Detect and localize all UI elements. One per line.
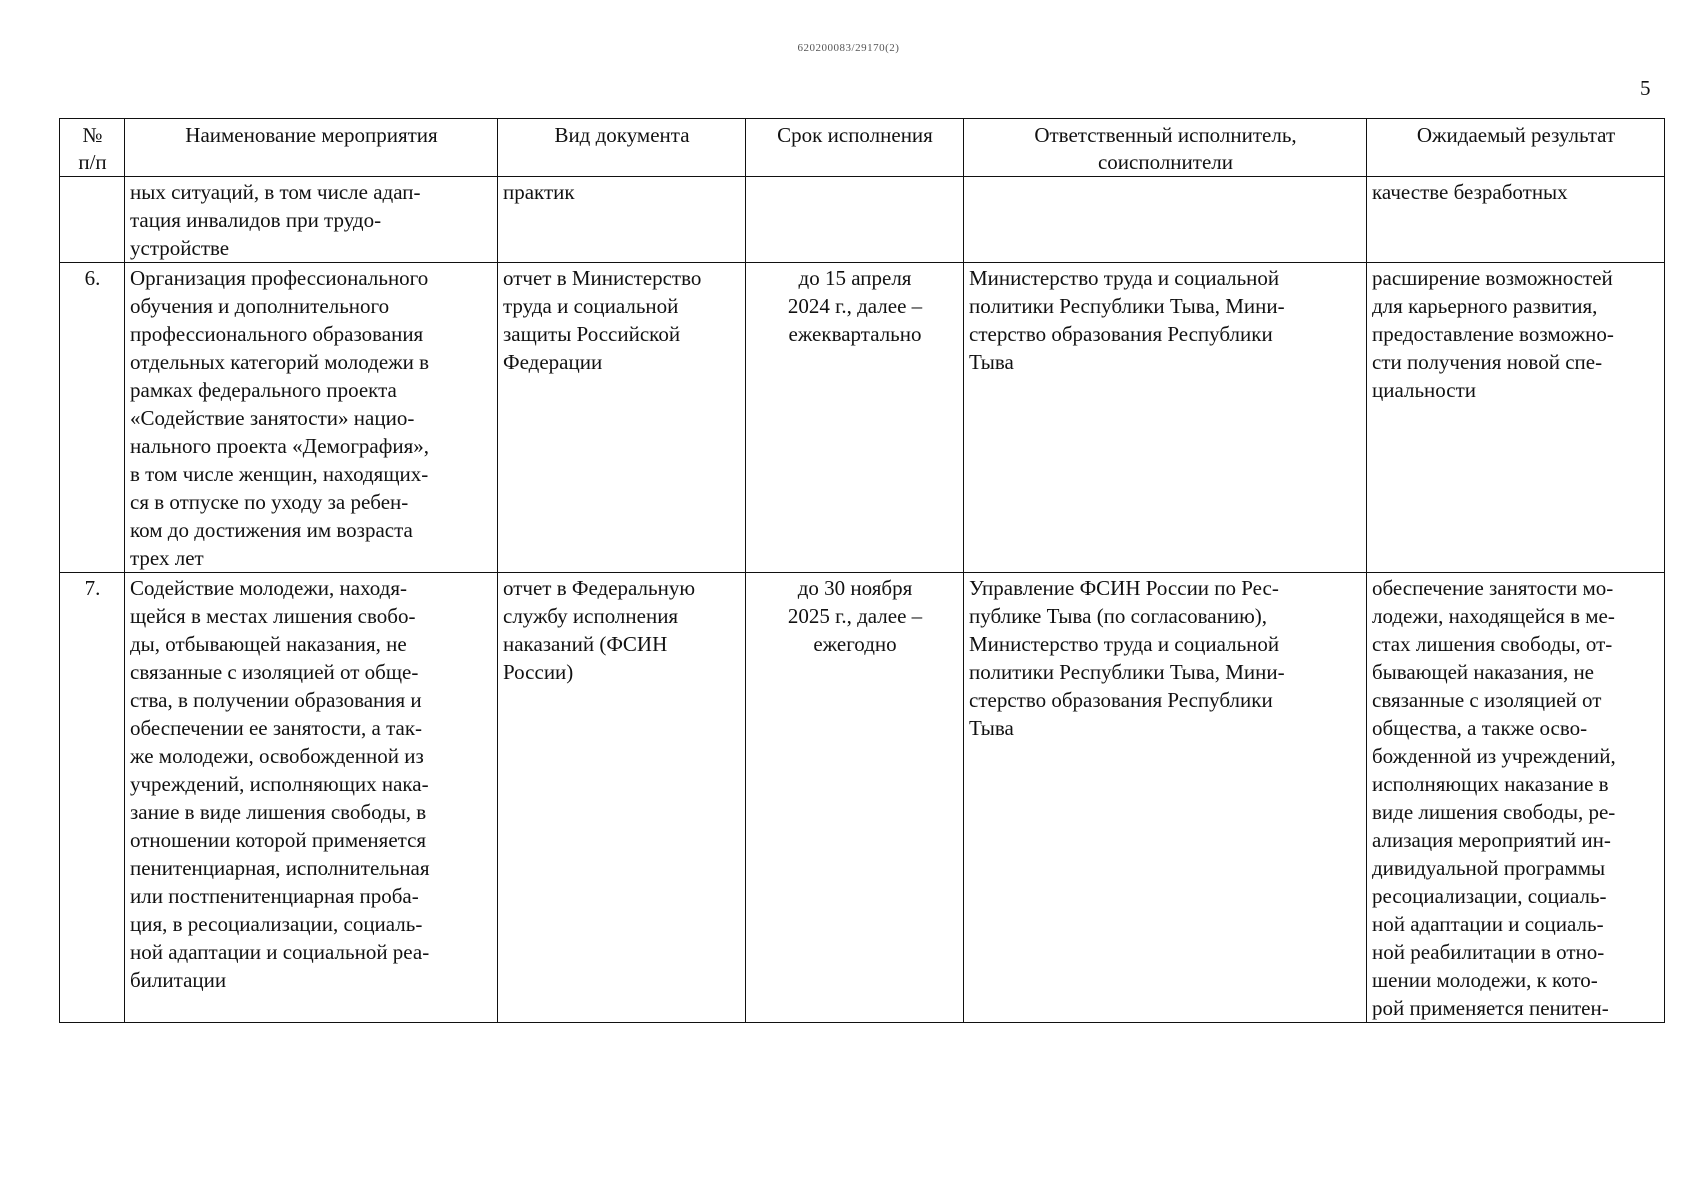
document-id: 620200083/29170(2): [797, 42, 900, 54]
deadline: [746, 177, 964, 263]
table-row: [60, 573, 1665, 1023]
table-header-row: [60, 119, 1665, 177]
executor: [964, 177, 1367, 263]
row-number: [60, 177, 125, 263]
expected-result: качестве безработных: [1367, 177, 1665, 263]
activity-name: Организация профессионального обучения и дополнительного профессионального образования отдельных категорий молодежи в рамках федерального проекта «Содействие занятости» нацио- нального проекта «Демография», в том числе женщин, находящих- ся в отпуске по уходу за ребен- ком до достижения им возраста трех лет: [125, 263, 498, 573]
row-number: 6.: [60, 263, 125, 573]
header-expected-result: Ожидаемый результат: [1367, 119, 1665, 177]
header-document-type: Вид документа: [498, 119, 746, 177]
expected-result: обеспечение занятости мо- лодежи, находящейся в ме- стах лишения свободы, от- бывающей наказания, не связанные с изоляцией от общества, а также осво- божденной из учреждений, исполняющих наказание в виде лишения свободы, ре- ализация мероприятий ин- дивидуальной программы ресоциализации, социаль- ной адаптации и социаль- ной реабилитации в отно- шении молодежи, к кото- рой применяется пенитен-: [1367, 573, 1665, 1023]
document-type: отчет в Министерство труда и социальной защиты Российской Федерации: [498, 263, 746, 573]
header-activity-name: Наименование мероприятия: [125, 119, 498, 177]
table-row: [60, 263, 1665, 573]
header-number: № п/п: [60, 119, 125, 177]
table-row: [60, 177, 1665, 263]
document-type: отчет в Федеральную службу исполнения наказаний (ФСИН России): [498, 573, 746, 1023]
activity-name: Содействие молодежи, находя- щейся в местах лишения свобо- ды, отбывающей наказания, не связанные с изоляцией от обще- ства, в получении образования и обеспечении ее занятости, а так- же молодежи, освобожденной из учреждений, исполняющих нака- зание в виде лишения свободы, в отношении которой применяется пенитенциарная, исполнительная или постпенитенциарная проба- ция, в ресоциализации, социаль- ной адаптации и социальной реа- билитации: [125, 573, 498, 1023]
activity-name: ных ситуаций, в том числе адап- тация инвалидов при трудо- устройстве: [125, 177, 498, 263]
executor: Управление ФСИН России по Рес- публике Тыва (по согласованию), Министерство труда и социальной политики Республики Тыва, Мини- стерство образования Республики Тыва: [964, 573, 1367, 1023]
header-executor: Ответственный исполнитель, соисполнители: [964, 119, 1367, 177]
action-plan-table: [59, 118, 1665, 1023]
page-number: 5: [1640, 76, 1651, 100]
document-type: практик: [498, 177, 746, 263]
header-deadline: Срок исполнения: [746, 119, 964, 177]
deadline: до 30 ноября 2025 г., далее – ежегодно: [746, 573, 964, 1023]
expected-result: расширение возможностей для карьерного развития, предоставление возможно- сти получения новой спе- циальности: [1367, 263, 1665, 573]
executor: Министерство труда и социальной политики Республики Тыва, Мини- стерство образования Республики Тыва: [964, 263, 1367, 573]
row-number: 7.: [60, 573, 125, 1023]
deadline: до 15 апреля 2024 г., далее – ежеквартально: [746, 263, 964, 573]
